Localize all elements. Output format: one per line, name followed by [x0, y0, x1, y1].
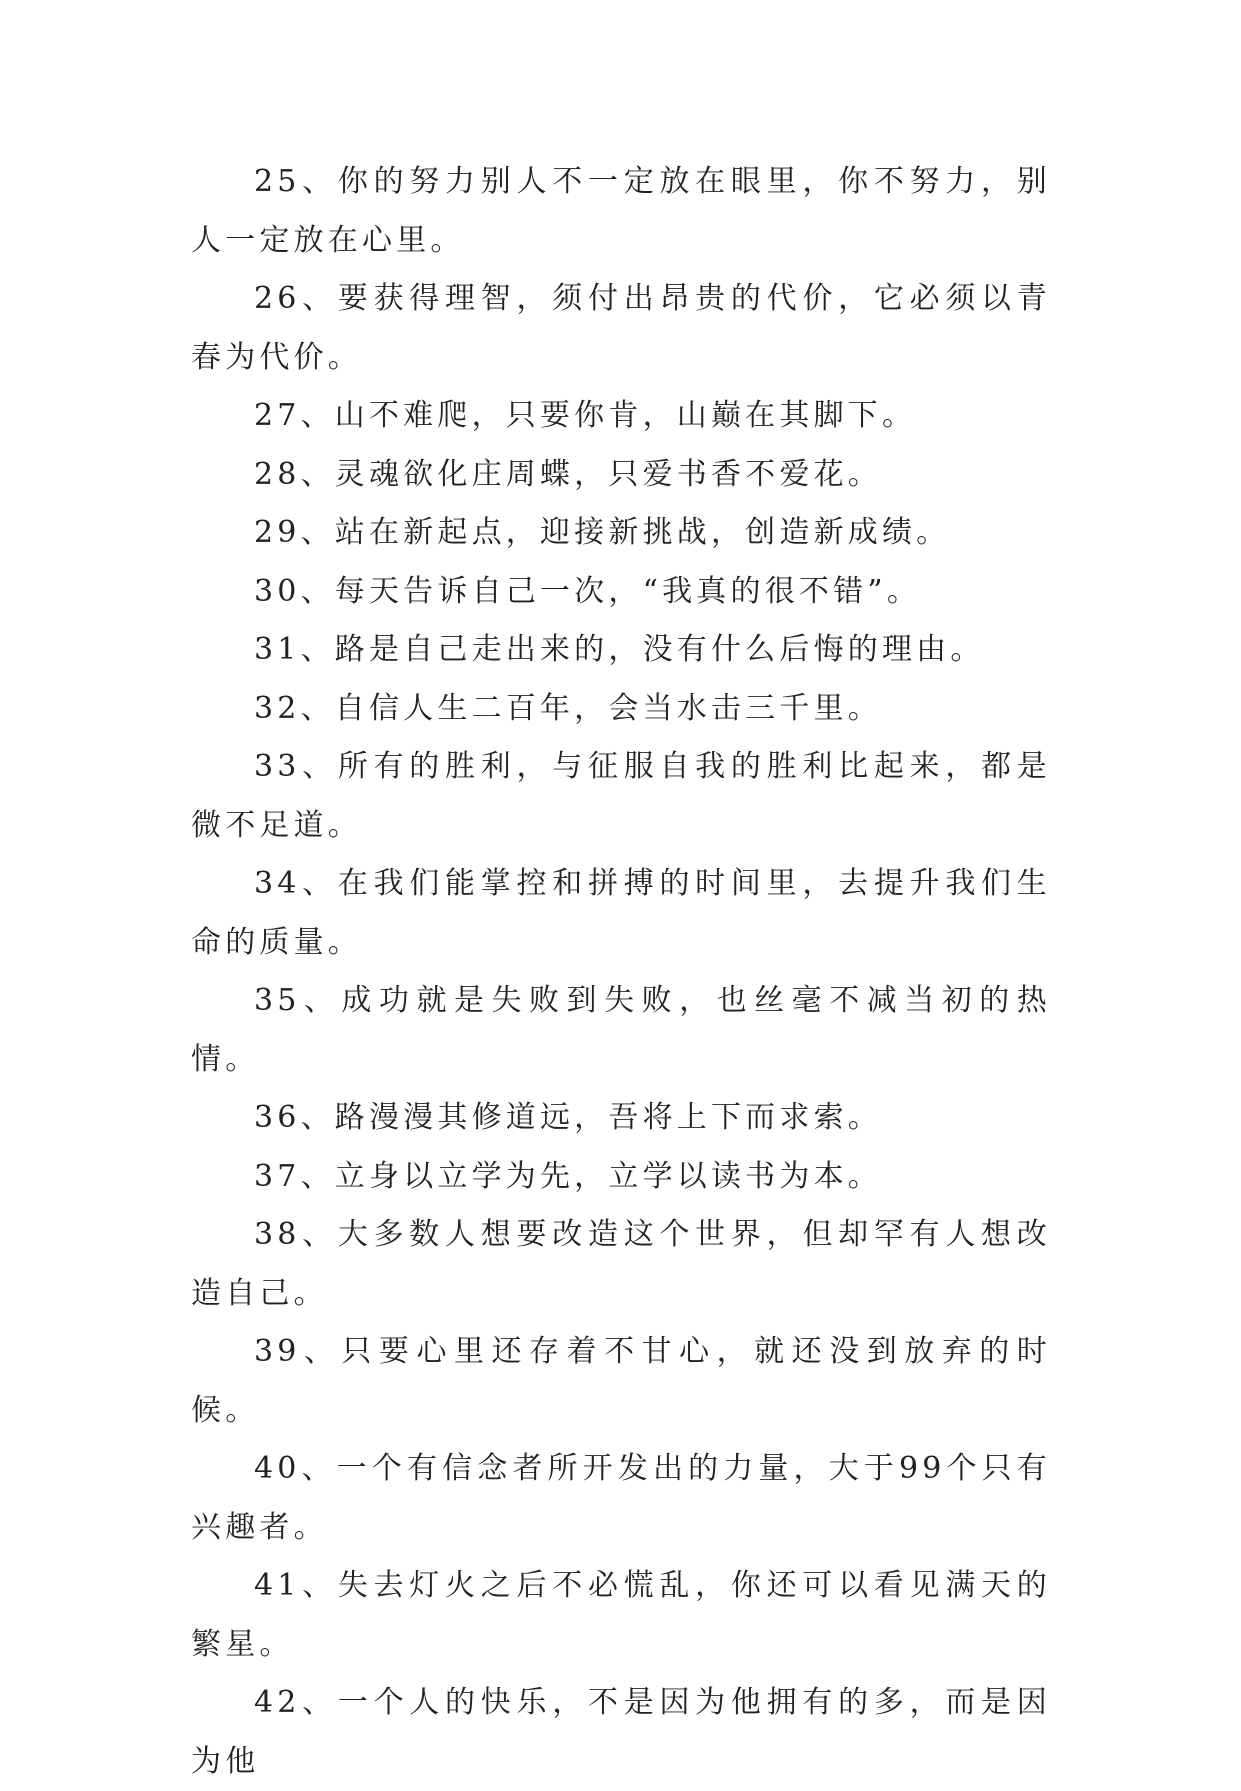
- quote-paragraph-32: 32、自信人生二百年，会当水击三千里。: [254, 690, 882, 726]
- quote-paragraph-34: 34、在我们能掌控和拼搏的时间里，去提升我们生命的质量。: [191, 866, 1051, 960]
- quote-paragraph-26: 26、要获得理智，须付出昂贵的代价，它必须以青春为代价。: [191, 281, 1051, 375]
- quote-paragraph-25: 25、你的努力别人不一定放在眼里，你不努力，别人一定放在心里。: [191, 164, 1051, 258]
- quote-paragraph-42: 42、一个人的快乐，不是因为他拥有的多，而是因为他: [191, 1685, 1051, 1779]
- quote-paragraph-28: 28、灵魂欲化庄周蝶，只爱书香不爱花。: [254, 456, 882, 492]
- quote-paragraph-40: 40、一个有信念者所开发出的力量，大于99个只有兴趣者。: [191, 1451, 1051, 1545]
- quote-paragraph-31: 31、路是自己走出来的，没有什么后悔的理由。: [254, 632, 985, 667]
- quote-paragraph-38: 38、大多数人想要改造这个世界，但却罕有人想改造自己。: [191, 1217, 1051, 1311]
- quote-paragraph-41: 41、失去灯火之后不必慌乱，你还可以看见满天的繁星。: [191, 1568, 1051, 1662]
- quote-paragraph-29: 29、站在新起点，迎接新挑战，创造新成绩。: [254, 515, 951, 550]
- quote-paragraph-39: 39、只要心里还存着不甘心，就还没到放弃的时候。: [191, 1334, 1051, 1428]
- quote-paragraph-35: 35、成功就是失败到失败，也丝毫不减当初的热情。: [191, 983, 1051, 1077]
- quote-paragraph-27: 27、山不难爬，只要你肯，山巅在其脚下。: [254, 398, 917, 433]
- quote-paragraph-36: 36、路漫漫其修道远，吾将上下而求索。: [254, 1100, 882, 1135]
- quote-paragraph-37: 37、立身以立学为先，立学以读书为本。: [254, 1158, 882, 1194]
- quote-paragraph-33: 33、所有的胜利，与征服自我的胜利比起来，都是微不足道。: [191, 749, 1051, 843]
- document-body: [191, 153, 1051, 1791]
- quote-paragraph-30: 30、每天告诉自己一次，“我真的很不错”。: [254, 573, 922, 609]
